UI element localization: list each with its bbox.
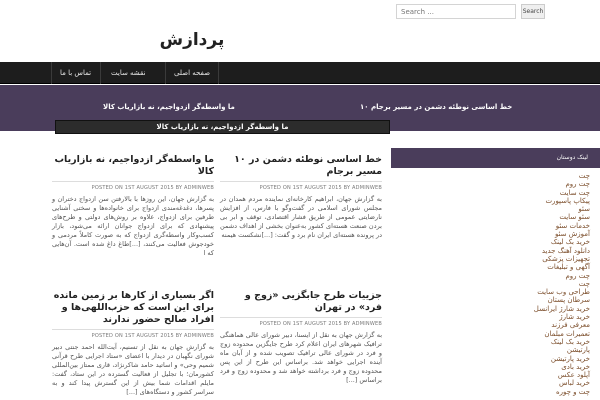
post-excerpt: به گزارش جهان به نقل از ایسنا، دبیر شورای عالی هماهنگی ترافیک شهرهای ایران اعلام کرد طرح جایگزین محدوده زوج و فرد در شورای عالی ترافیک تصویب شده و از آبان ماه آینده اجرایی خواهد شد. براساس این طرح از این پس محدوده زوج و فرد برداشته خواهد شد و محدوده زوج و فرد براساس [...]	[220, 331, 382, 384]
sidebar-link[interactable]: سرطان پستان	[547, 296, 590, 305]
post-excerpt: به گزارش جهان به نقل از تسنیم، آیت‌الله احمد جنتی دبیر شورای نگهبان در دیدار با اعضای «ستاد اجرایی طرح قرآنی شمیم وحی» و اساتید حامد شاکرنژاد، قاری ممتاز بین‌المللی کشورمان؛ با تجلیل از فعالیت گسترده در این ستاد، گفت: مایلم اقدامات شما بیش از این گسترش پیدا کند و به سراسر کشور و دستگاه‌های [...]	[52, 343, 214, 396]
post-meta: POSTED ON 1ST AUGUST 2015 BY ADMINWEB	[220, 181, 382, 191]
post-card	[220, 154, 382, 240]
sidebar-link[interactable]: سئو	[578, 205, 590, 214]
sidebar-link[interactable]: خرید شارژ ایرانسل	[533, 304, 590, 313]
top-search-bar	[0, 0, 600, 22]
sidebar-link[interactable]: خدمات سئو	[555, 221, 590, 230]
nav-divider	[165, 62, 166, 84]
nav-item-contact[interactable]: تماس با ما	[60, 69, 92, 77]
nav-divider	[51, 62, 52, 84]
sidebar-link[interactable]: چت روم	[565, 180, 590, 189]
sidebar-link[interactable]: پیکاپ پاسپورت	[545, 196, 590, 205]
breaking-news-bar[interactable]: ما واسطه‌گر ازدواجیم، نه بازاریاب کالا	[55, 120, 390, 134]
sidebar-link[interactable]: تجهیزات پزشکی	[542, 254, 590, 263]
post-title[interactable]: خط اساسی نوطئه دشمن در ۱۰ مسیر برجام	[234, 154, 382, 177]
post-meta: POSTED ON 1ST AUGUST 2015 BY ADMINWEB	[52, 181, 214, 191]
featured-link-left[interactable]: ما واسطه‌گر ازدواجیم، نه بازاریاب کالا	[103, 103, 235, 111]
nav-divider	[100, 62, 101, 84]
search-input[interactable]	[396, 4, 516, 19]
main-nav	[0, 62, 600, 84]
post-meta: POSTED ON 1ST AUGUST 2015 BY ADMINWEB	[220, 317, 382, 327]
sidebar-link[interactable]: چت	[578, 172, 590, 180]
sidebar-link[interactable]: دانلود آهنگ جدید	[541, 246, 590, 255]
post-meta: POSTED ON 1ST AUGUST 2015 BY ADMINWEB	[52, 329, 214, 339]
sidebar-link[interactable]: خرید بادی	[561, 362, 590, 371]
search-button[interactable]: Search	[521, 4, 545, 19]
sidebar-link[interactable]: چت سایت	[559, 188, 590, 197]
post-card	[52, 290, 214, 397]
sidebar-link[interactable]: سئو سایت	[559, 213, 590, 222]
sidebar-link[interactable]: معرفی فرزند	[551, 321, 590, 330]
post-card	[220, 290, 382, 385]
post-title[interactable]: جزییات طرح جابگزیی «زوج و فرد» در تهران	[244, 290, 382, 313]
nav-item-sitemap[interactable]: نقشه سایت	[111, 69, 146, 77]
sidebar-widget-title: لینک دوستان	[556, 154, 588, 161]
sidebar-link[interactable]: طراحی وب سایت	[537, 288, 590, 297]
sidebar-link[interactable]: تعمیرات مبلمان	[544, 329, 590, 338]
sidebar-link[interactable]: آموزش سئو	[554, 230, 590, 239]
post-card	[52, 154, 214, 258]
sidebar-link-list	[500, 172, 590, 396]
sidebar-widget-header	[391, 148, 600, 168]
sidebar-link[interactable]: آگهی و تبلیغات	[547, 263, 590, 272]
post-excerpt: به گزارش جهان، این روزها با بالارفتن سن ازدواج دختران و پسرها، دغدغه‌مندی ازدواج برای خانواده‌ها و سختی آشنایی طرفین برای ازدواج، علاوه بر روش‌های دولتی و طرح‌های پیشنهادی که برای ازدواج جوانان ارائه می‌شود، بازار کسب‌وکار واسطه‌گری ازدواج که به صورت کاملاً مردمی و خودجوش فعالیت می‌کنند، [...]طاغ داغ شده است. آن‌هایی که ا	[52, 195, 214, 257]
sidebar-link[interactable]: خرید لباس	[559, 379, 590, 388]
sidebar-link[interactable]: چت و چوره	[555, 387, 590, 396]
sidebar-link[interactable]: خرید بک لینک	[550, 337, 590, 346]
sidebar-link[interactable]: چت روم	[565, 271, 590, 280]
sidebar-link[interactable]: خرید بک لینک	[550, 238, 590, 247]
nav-item-home[interactable]: صفحه اصلی	[174, 69, 211, 77]
post-title[interactable]: اگر بسیاری از کارها بر زمین مانده برای این است که حزب‌اللهی‌ها و افراد صالح حضور ندارند	[53, 290, 214, 325]
sidebar-link[interactable]: چت	[578, 279, 590, 288]
nav-divider	[218, 62, 219, 84]
post-excerpt: به گزارش جهان، ابراهیم کارخانه‌ای نماینده مردم همدان در مجلس شورای اسلامی در گفت‌وگو با فارس، از افزایش نارضایتی عمومی از طریق فشار اقتصادی، توقف و ابر بی بردن صنعت هسته‌ای کشور به‌عنوان بخشی از اهداف دشمن در پرونده هسته‌ای ایران نام برد و گفت: [...]نشکست هیمنه	[220, 195, 382, 239]
sidebar-link[interactable]: خرید شارژ	[559, 313, 590, 322]
sidebar-link[interactable]: پارتیشن	[566, 346, 590, 355]
site-title[interactable]: پردازش	[159, 30, 225, 50]
featured-link-right[interactable]: خط اساسی نوطئه دشمن در مسیر برجام ۱۰	[360, 103, 513, 111]
sidebar-link[interactable]: خرید پارتیشن	[550, 354, 590, 363]
sidebar-link[interactable]: آپلود عکس	[557, 371, 590, 380]
post-title[interactable]: ما واسطه‌گر ازدواجیم، نه بازاریاب کالا	[54, 154, 214, 177]
